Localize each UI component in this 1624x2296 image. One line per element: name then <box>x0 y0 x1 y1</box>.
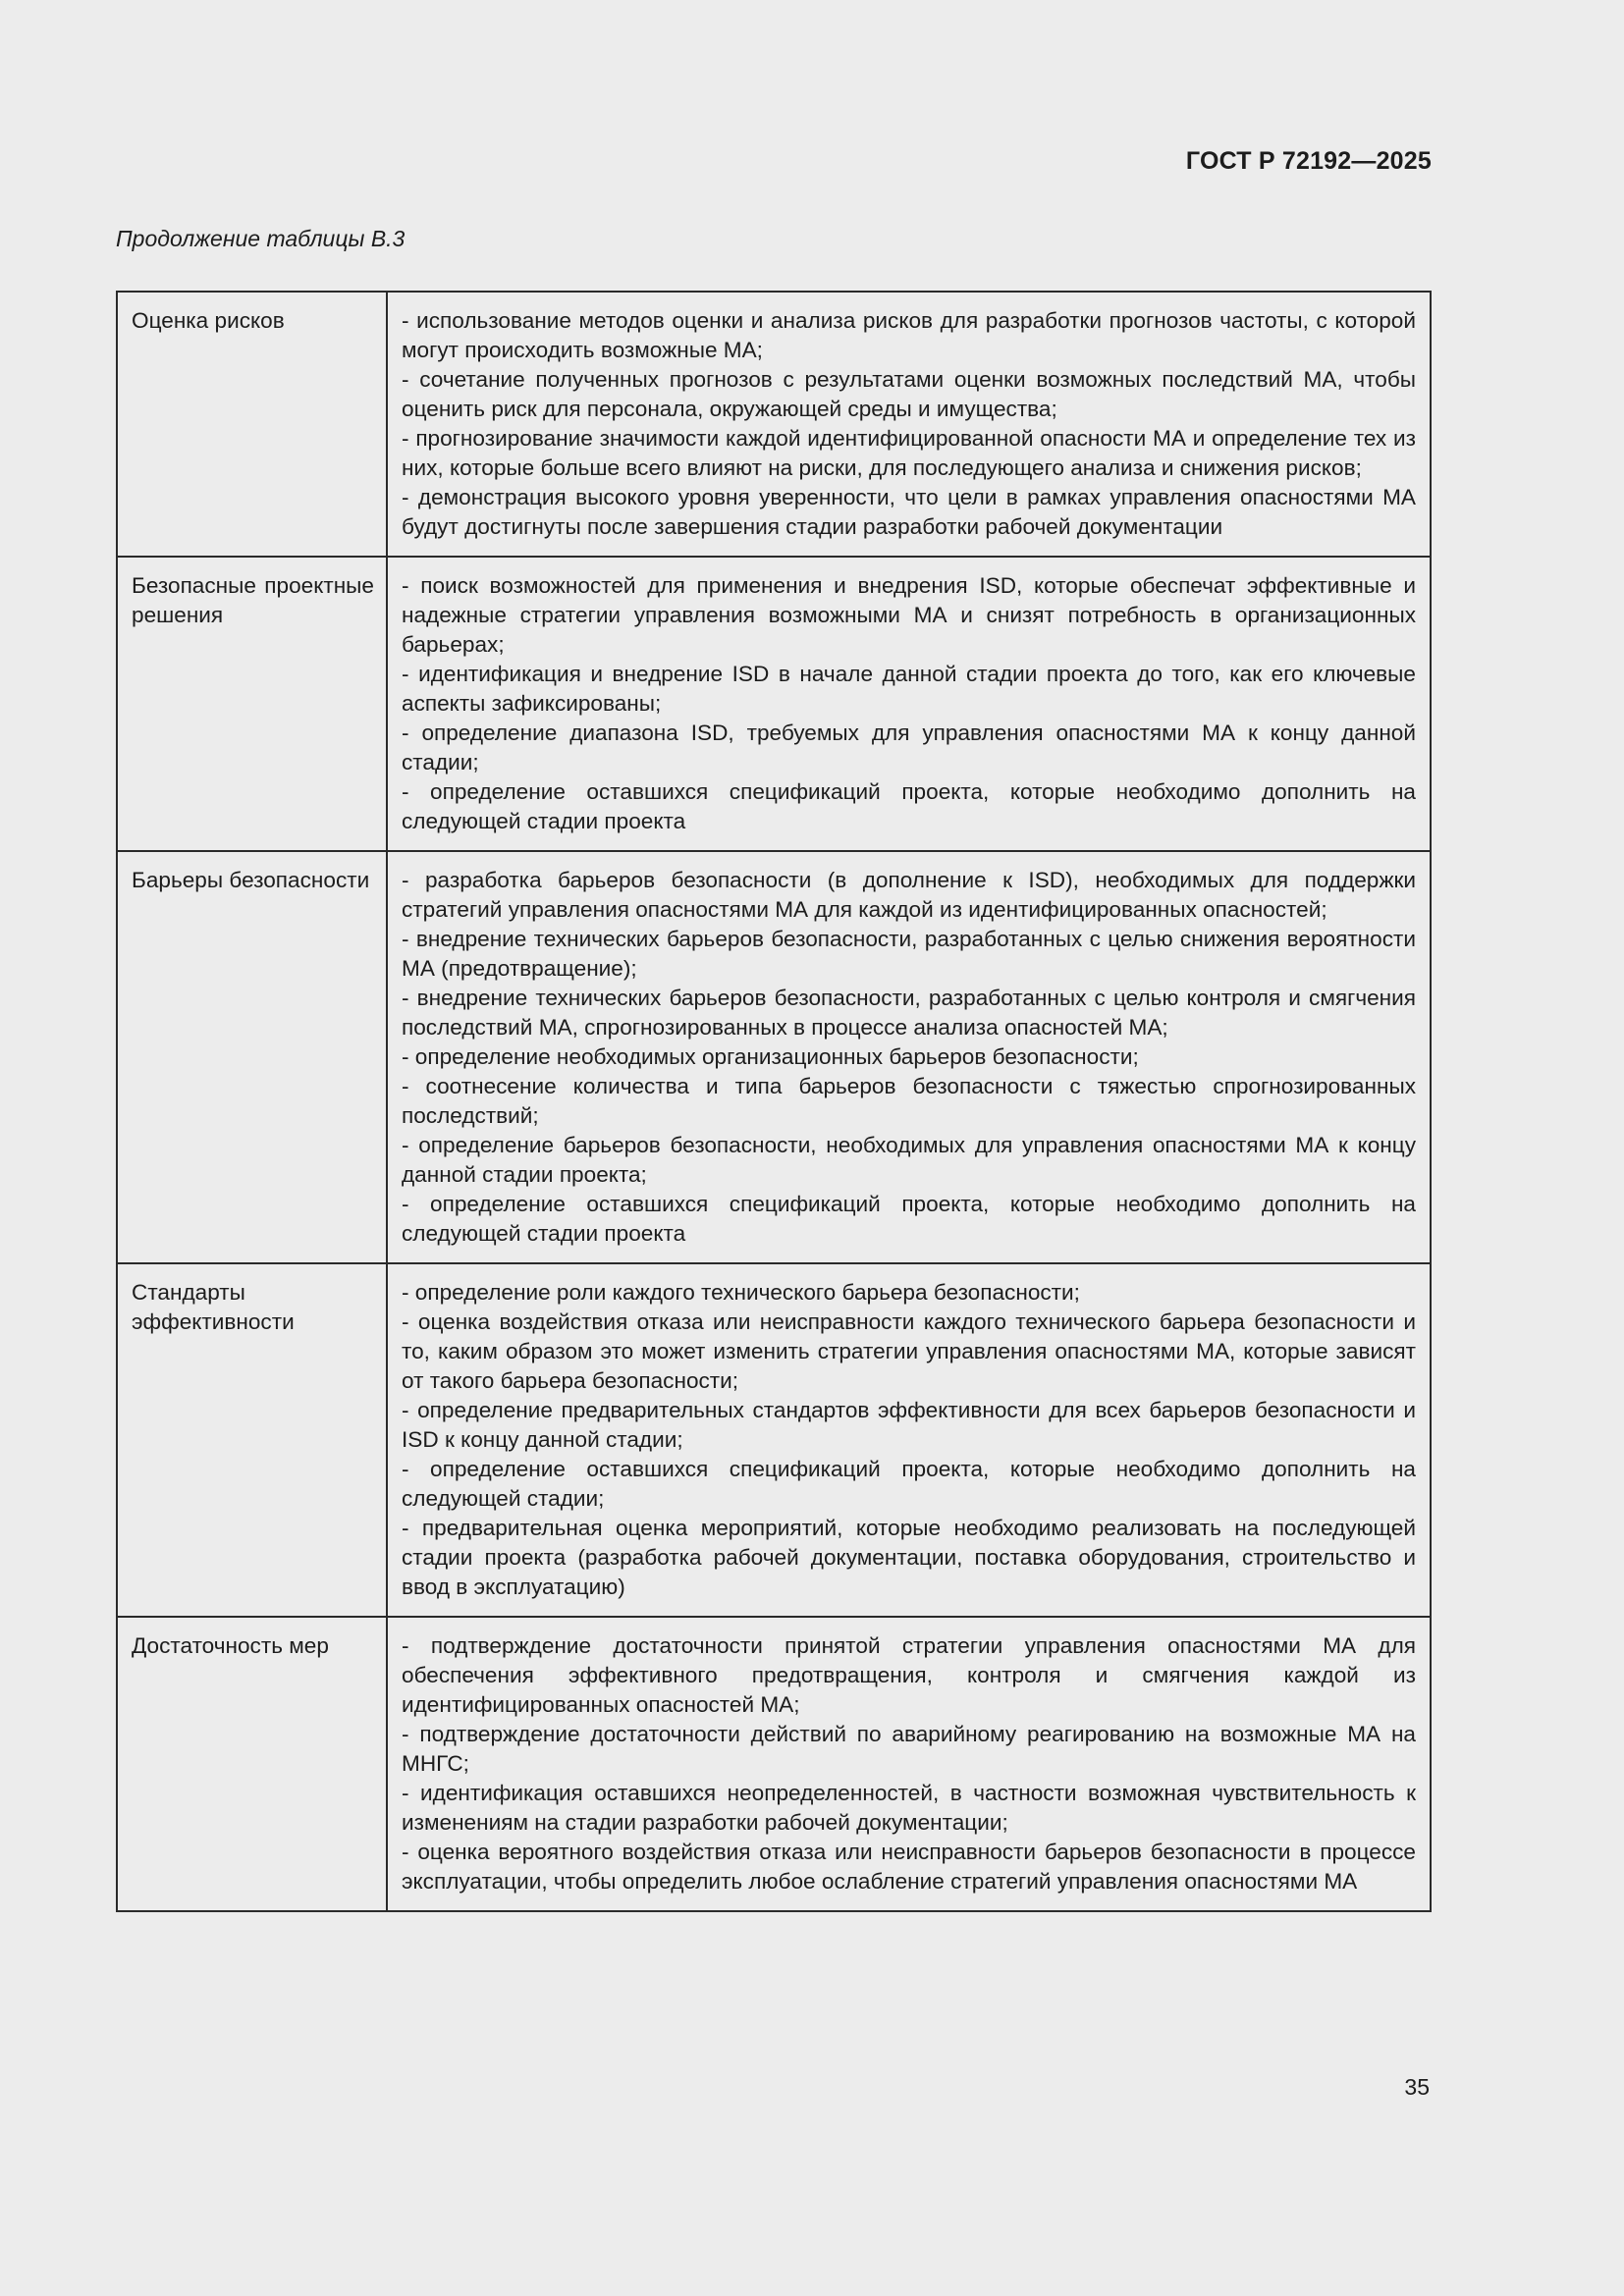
list-item: - подтверждение достаточности действий по аварийному реагированию на возможные МА на МНГС; <box>402 1722 1416 1776</box>
measures-table <box>116 291 1432 1912</box>
list-item: - оценка вероятного воздействия отказа или неисправности барьеров безопасности в процессе эксплуатации, чтобы определить любое ослабление стратегий управления опасностями МА <box>402 1840 1416 1894</box>
list-item: - определение необходимых организационных барьеров безопасности; <box>402 1044 1139 1069</box>
list-item: - определение диапазона ISD, требуемых для управления опасностями МА к концу данной стадии; <box>402 721 1416 774</box>
list-item: - внедрение технических барьеров безопасности, разработанных с целью контроля и смягчения последствий МА, спрогнозированных в процессе анализа опасностей МА; <box>402 986 1416 1040</box>
term-label: Оценка рисков <box>132 308 285 333</box>
list-item: - определение предварительных стандартов эффективности для всех барьеров безопасности и ISD к концу данной стадии; <box>402 1398 1416 1452</box>
term-cell <box>117 851 387 1263</box>
term-cell <box>117 1617 387 1911</box>
description-cell <box>387 1263 1431 1617</box>
list-item: - идентификация оставшихся неопределенностей, в частности возможная чувствительность к изменениям на стадии разработки рабочей документации; <box>402 1781 1416 1835</box>
document-code-header: ГОСТ Р 72192—2025 <box>1185 147 1432 175</box>
list-item: - определение оставшихся спецификаций проекта, которые необходимо дополнить на следующей стадии проекта <box>402 779 1416 833</box>
list-item: - оценка воздействия отказа или неисправности каждого технического барьера безопасности и то, каким образом это может изменить стратегии управления опасностями МА, которые зависят от такого барьера безопасности; <box>402 1309 1416 1393</box>
description-cell <box>387 1617 1431 1911</box>
term-label: Барьеры безопасности <box>132 868 370 892</box>
list-item: - идентификация и внедрение ISD в начале данной стадии проекта до того, как его ключевые аспекты зафиксированы; <box>402 662 1416 716</box>
term-label: Достаточность мер <box>132 1633 329 1658</box>
term-cell <box>117 557 387 851</box>
description-cell <box>387 851 1431 1263</box>
table-continuation-caption: Продолжение таблицы В.3 <box>116 226 406 251</box>
list-item: - определение оставшихся спецификаций проекта, которые необходимо дополнить на следующей стадии проекта <box>402 1192 1416 1246</box>
list-item: - определение барьеров безопасности, необходимых для управления опасностями МА к концу данной стадии проекта; <box>402 1133 1416 1187</box>
list-item: - предварительная оценка мероприятий, которые необходимо реализовать на последующей стадии проекта (разработка рабочей документации, поставка оборудования, строительство и ввод в эксплуатацию) <box>402 1516 1416 1599</box>
term-cell <box>117 292 387 557</box>
description-cell <box>387 557 1431 851</box>
term-label: Стандарты эффективности <box>132 1280 295 1334</box>
term-label: Безопасные проектные решения <box>132 573 374 627</box>
table-row <box>117 1263 1431 1617</box>
list-item: - определение роли каждого технического барьера безопасности; <box>402 1280 1080 1305</box>
term-cell <box>117 1263 387 1617</box>
table-row <box>117 851 1431 1263</box>
table-row <box>117 557 1431 851</box>
list-item: - поиск возможностей для применения и внедрения ISD, которые обеспечат эффективные и надежные стратегии управления возможными МА и снизят потребность в организационных барьерах; <box>402 573 1416 657</box>
list-item: - внедрение технических барьеров безопасности, разработанных с целью снижения вероятности МА (предотвращение); <box>402 927 1416 981</box>
list-item: - сочетание полученных прогнозов с результатами оценки возможных последствий МА, чтобы оценить риск для персонала, окружающей среды и имущества; <box>402 367 1416 421</box>
list-item: - использование методов оценки и анализа рисков для разработки прогнозов частоты, с которой могут происходить возможные МА; <box>402 308 1416 362</box>
list-item: - определение оставшихся спецификаций проекта, которые необходимо дополнить на следующей стадии; <box>402 1457 1416 1511</box>
list-item: - демонстрация высокого уровня уверенности, что цели в рамках управления опасностями МА будут достигнуты после завершения стадии разработки рабочей документации <box>402 485 1416 539</box>
table-row <box>117 1617 1431 1911</box>
list-item: - соотнесение количества и типа барьеров безопасности с тяжестью спрогнозированных последствий; <box>402 1074 1416 1128</box>
list-item: - подтверждение достаточности принятой стратегии управления опасностями МА для обеспечения эффективного предотвращения, контроля и смягчения каждой из идентифицированных опасностей МА; <box>402 1633 1416 1717</box>
page-number: 35 <box>1404 2074 1430 2100</box>
list-item: - разработка барьеров безопасности (в дополнение к ISD), необходимых для поддержки стратегий управления опасностями МА для каждой из идентифицированных опасностей; <box>402 868 1416 922</box>
table-body <box>117 292 1431 1911</box>
description-cell <box>387 292 1431 557</box>
table-row <box>117 292 1431 557</box>
list-item: - прогнозирование значимости каждой идентифицированной опасности МА и определение тех из них, которые больше всего влияют на риски, для последующего анализа и снижения рисков; <box>402 426 1416 480</box>
